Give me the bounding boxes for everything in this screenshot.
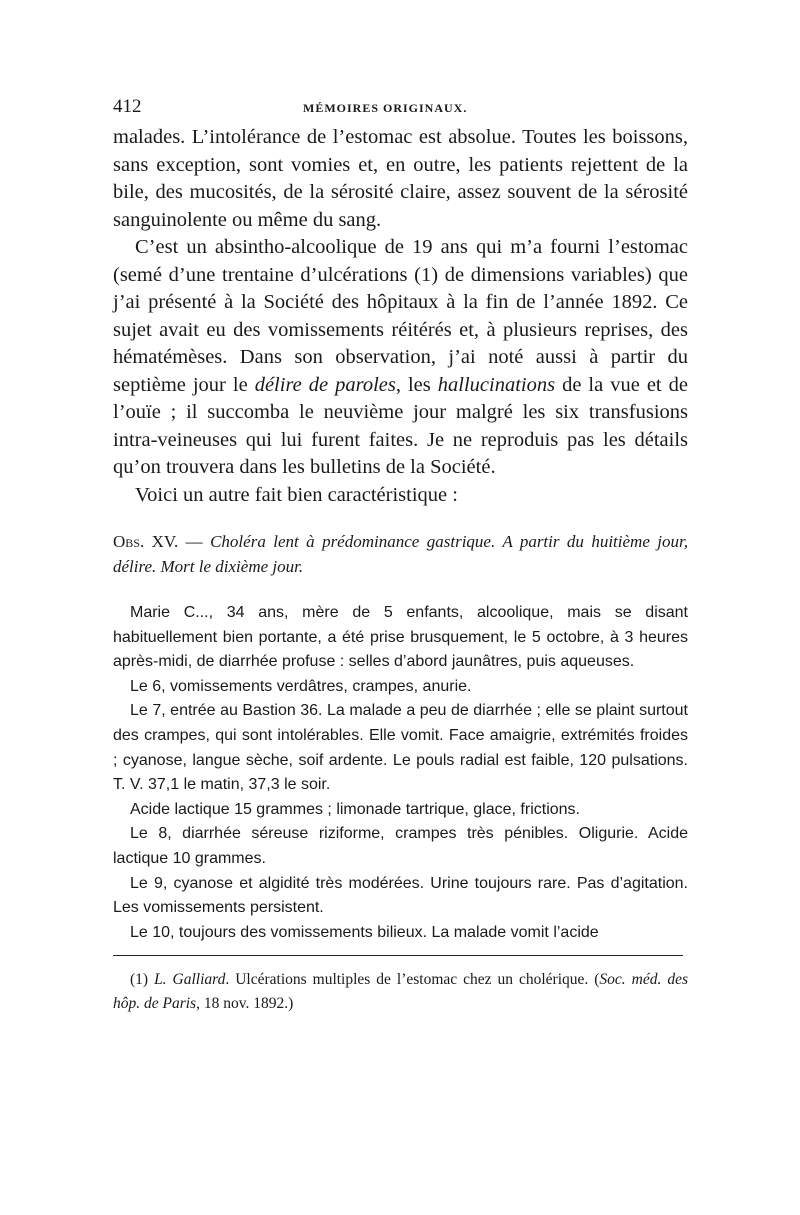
observation-paragraph: Le 7, entrée au Bastion 36. La malade a peu de diarrhée ; elle se plaint surtout des crampes, qui sont intolérables. Elle vomit. Face amaigrie, extrémités froides ; cyanose, langue sèche, soif ardente. Le pouls radial est faible, 120 pulsations. T. V. 37,1 le matin, 37,3 le soir. [113, 702, 688, 794]
observation-heading [113, 529, 688, 579]
paragraph-2-part-a: C’est un absintho-alcoolique de 19 ans qui m’a fourni l’estomac (semé d’une trentaine d’ulcérations (1) de dimensions variables) que j’ai présenté à la Société des hôpitaux à la fin de l’année 1892. Ce sujet avait eu des vomissements réitérés et, à plusieurs reprises, des hématémèses. Dans son observation, j’ai noté aussi à partir du septième jour le [113, 236, 688, 396]
observation-paragraph: Marie C..., 34 ans, mère de 5 enfants, alcoolique, mais se disant habituellement bien portante, a été prise brusquement, le 5 octobre, à 3 heures après-midi, de diarrhée profuse : selles d’abord jaunâtres, puis aqueuses. [113, 604, 688, 671]
observation-paragraph: Le 6, vomissements verdâtres, crampes, anurie. [130, 677, 472, 695]
footnotes [113, 968, 688, 1016]
observation-paragraph: Acide lactique 15 grammes ; limonade tartrique, glace, frictions. [130, 800, 580, 818]
paragraph-3: Voici un autre fait bien caractéristique : [135, 483, 458, 506]
footnote-date: , 18 nov. 1892.) [196, 995, 294, 1013]
term-hallucinations: hallucinations [437, 373, 556, 396]
term-delire-de-paroles: délire de paroles [254, 373, 396, 396]
paragraph-2-part-c: de la vue et de l’ouïe ; il succomba le neuvième jour malgré les six transfusions intra-veineuses qui lui furent faites. Je ne reproduis pas les détails qu’on trouvera dans les bulletins de la Société. [113, 373, 688, 478]
footnote-1 [113, 968, 688, 1016]
observation-dash: — [178, 532, 211, 551]
footnote-marker: (1) [130, 971, 155, 989]
footnote-text: . Ulcérations multiples de l’estomac chez un cholérique. ( [225, 971, 600, 989]
observation-paragraph: Le 8, diarrhée séreuse riziforme, crampes très pénibles. Oligurie. Acide lactique 10 grammes. [113, 825, 688, 867]
paragraph-2 [113, 234, 688, 482]
running-title: MÉMOIRES ORIGINAUX. [303, 101, 468, 115]
observation-label: Obs. XV. [113, 532, 179, 551]
footnote-author: L. Galliard [154, 971, 226, 989]
observation-paragraph: Le 9, cyanose et algidité très modérées. Urine toujours rare. Pas d’agitation. Les vomissements persistent. [113, 874, 688, 917]
running-head [113, 96, 688, 124]
observation-body [113, 601, 688, 945]
paragraph-2-part-b: , les [395, 373, 438, 396]
paragraph-1: malades. L’intolérance de l’estomac est absolue. Toutes les boissons, sans exception, sont vomies et, en outre, les patients rejettent de la bile, des mucosités, de la sérosité claire, assez souvent de la sérosité sanguinolente ou même du sang. [113, 126, 688, 231]
observation-paragraph: Le 10, toujours des vomissements bilieux. La malade vomit l’acide [130, 923, 599, 941]
footnote-source: Soc. méd. des hôp. de Paris [113, 971, 688, 1013]
observation-title: Choléra lent à prédominance gastrique. A partir du huitième jour, délire. Mort le dixième jour. [113, 532, 688, 576]
main-text [113, 124, 688, 509]
page-number: 412 [113, 96, 142, 117]
page [113, 96, 688, 1016]
footnote-rule [113, 955, 683, 956]
